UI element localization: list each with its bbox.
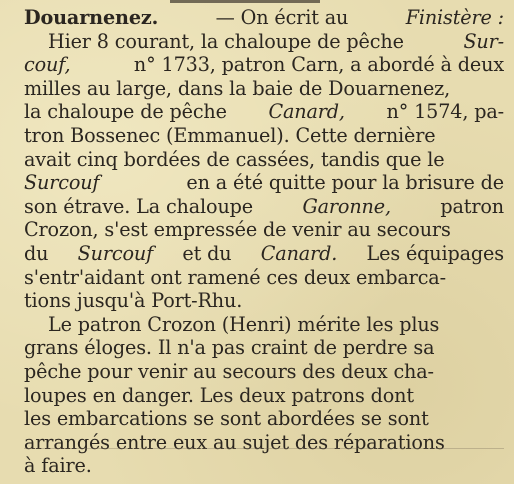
line-text: tions jusqu'à Port-Rhu.	[24, 289, 243, 313]
article-line	[24, 289, 504, 313]
line-text: tron Bossenec (Emmanuel). Cette dernière	[24, 123, 436, 147]
line-text: arrangés entre eux au sujet des réparations	[24, 430, 445, 454]
line-text: grans éloges. Il n'a pas craint de perdre sa	[24, 336, 435, 360]
line-text: Surcouf	[24, 171, 100, 195]
line-text: loupes en danger. Les deux patrons dont	[24, 383, 414, 407]
line-text: Sur-	[463, 29, 504, 53]
line-text: milles au large, dans la baie de Douarnenez,	[24, 76, 451, 100]
line-text: Hier 8 courant, la chaloupe de pêche	[48, 29, 404, 53]
line-text: Le patron Crozon (Henri) mérite les plus	[48, 312, 440, 336]
line-text: Canard,	[268, 100, 345, 124]
line-text: Les équipages	[366, 241, 504, 265]
line-text: Garonne,	[302, 194, 391, 218]
line-text: Surcouf	[77, 241, 154, 265]
article-line	[24, 77, 504, 101]
column-divider	[170, 0, 320, 3]
article-line	[24, 195, 504, 219]
separator-rule	[24, 448, 504, 449]
article-line	[24, 336, 504, 360]
article-line	[24, 360, 504, 384]
line-text: et du	[182, 241, 232, 265]
article-line	[24, 313, 504, 337]
article-line	[24, 53, 504, 77]
line-text: du	[24, 241, 49, 265]
line-text: — On écrit au	[215, 6, 349, 29]
line-text: la chaloupe de pêche	[24, 100, 227, 124]
line-text: Finistère :	[405, 6, 504, 29]
line-text: avait cinq bordées de cassées, tandis que le	[24, 147, 445, 171]
article-line	[24, 454, 504, 478]
article-line	[24, 266, 504, 290]
line-text: pêche pour venir au secours des deux cha-	[24, 359, 434, 383]
line-text: n° 1733, patron Carn, a abordé à deux	[133, 53, 504, 77]
line-text: Canard.	[260, 241, 338, 265]
line-text: n° 1574, pa-	[386, 100, 504, 124]
line-text: s'entr'aidant ont ramené ces deux embarca-	[24, 265, 446, 289]
article-line	[24, 6, 504, 30]
article-line	[24, 124, 504, 148]
article-line	[24, 242, 504, 266]
line-text: couf,	[24, 53, 71, 77]
article-line	[24, 148, 504, 172]
line-text: son étrave. La chaloupe	[24, 194, 253, 218]
dateline: Douarnenez.	[24, 6, 159, 29]
news-article	[24, 6, 504, 478]
article-line	[24, 100, 504, 124]
article-line	[24, 384, 504, 408]
article-line	[24, 218, 504, 242]
article-line	[24, 431, 504, 455]
article-line	[24, 171, 504, 195]
line-text: les embarcations se sont abordées se sont	[24, 407, 429, 431]
line-text: à faire.	[24, 454, 92, 478]
line-text: patron	[440, 194, 504, 218]
article-line	[24, 30, 504, 54]
line-text: en a été quitte pour la brisure de	[186, 171, 504, 195]
line-text: Crozon, s'est empressée de venir au secours	[24, 218, 451, 242]
article-line	[24, 407, 504, 431]
